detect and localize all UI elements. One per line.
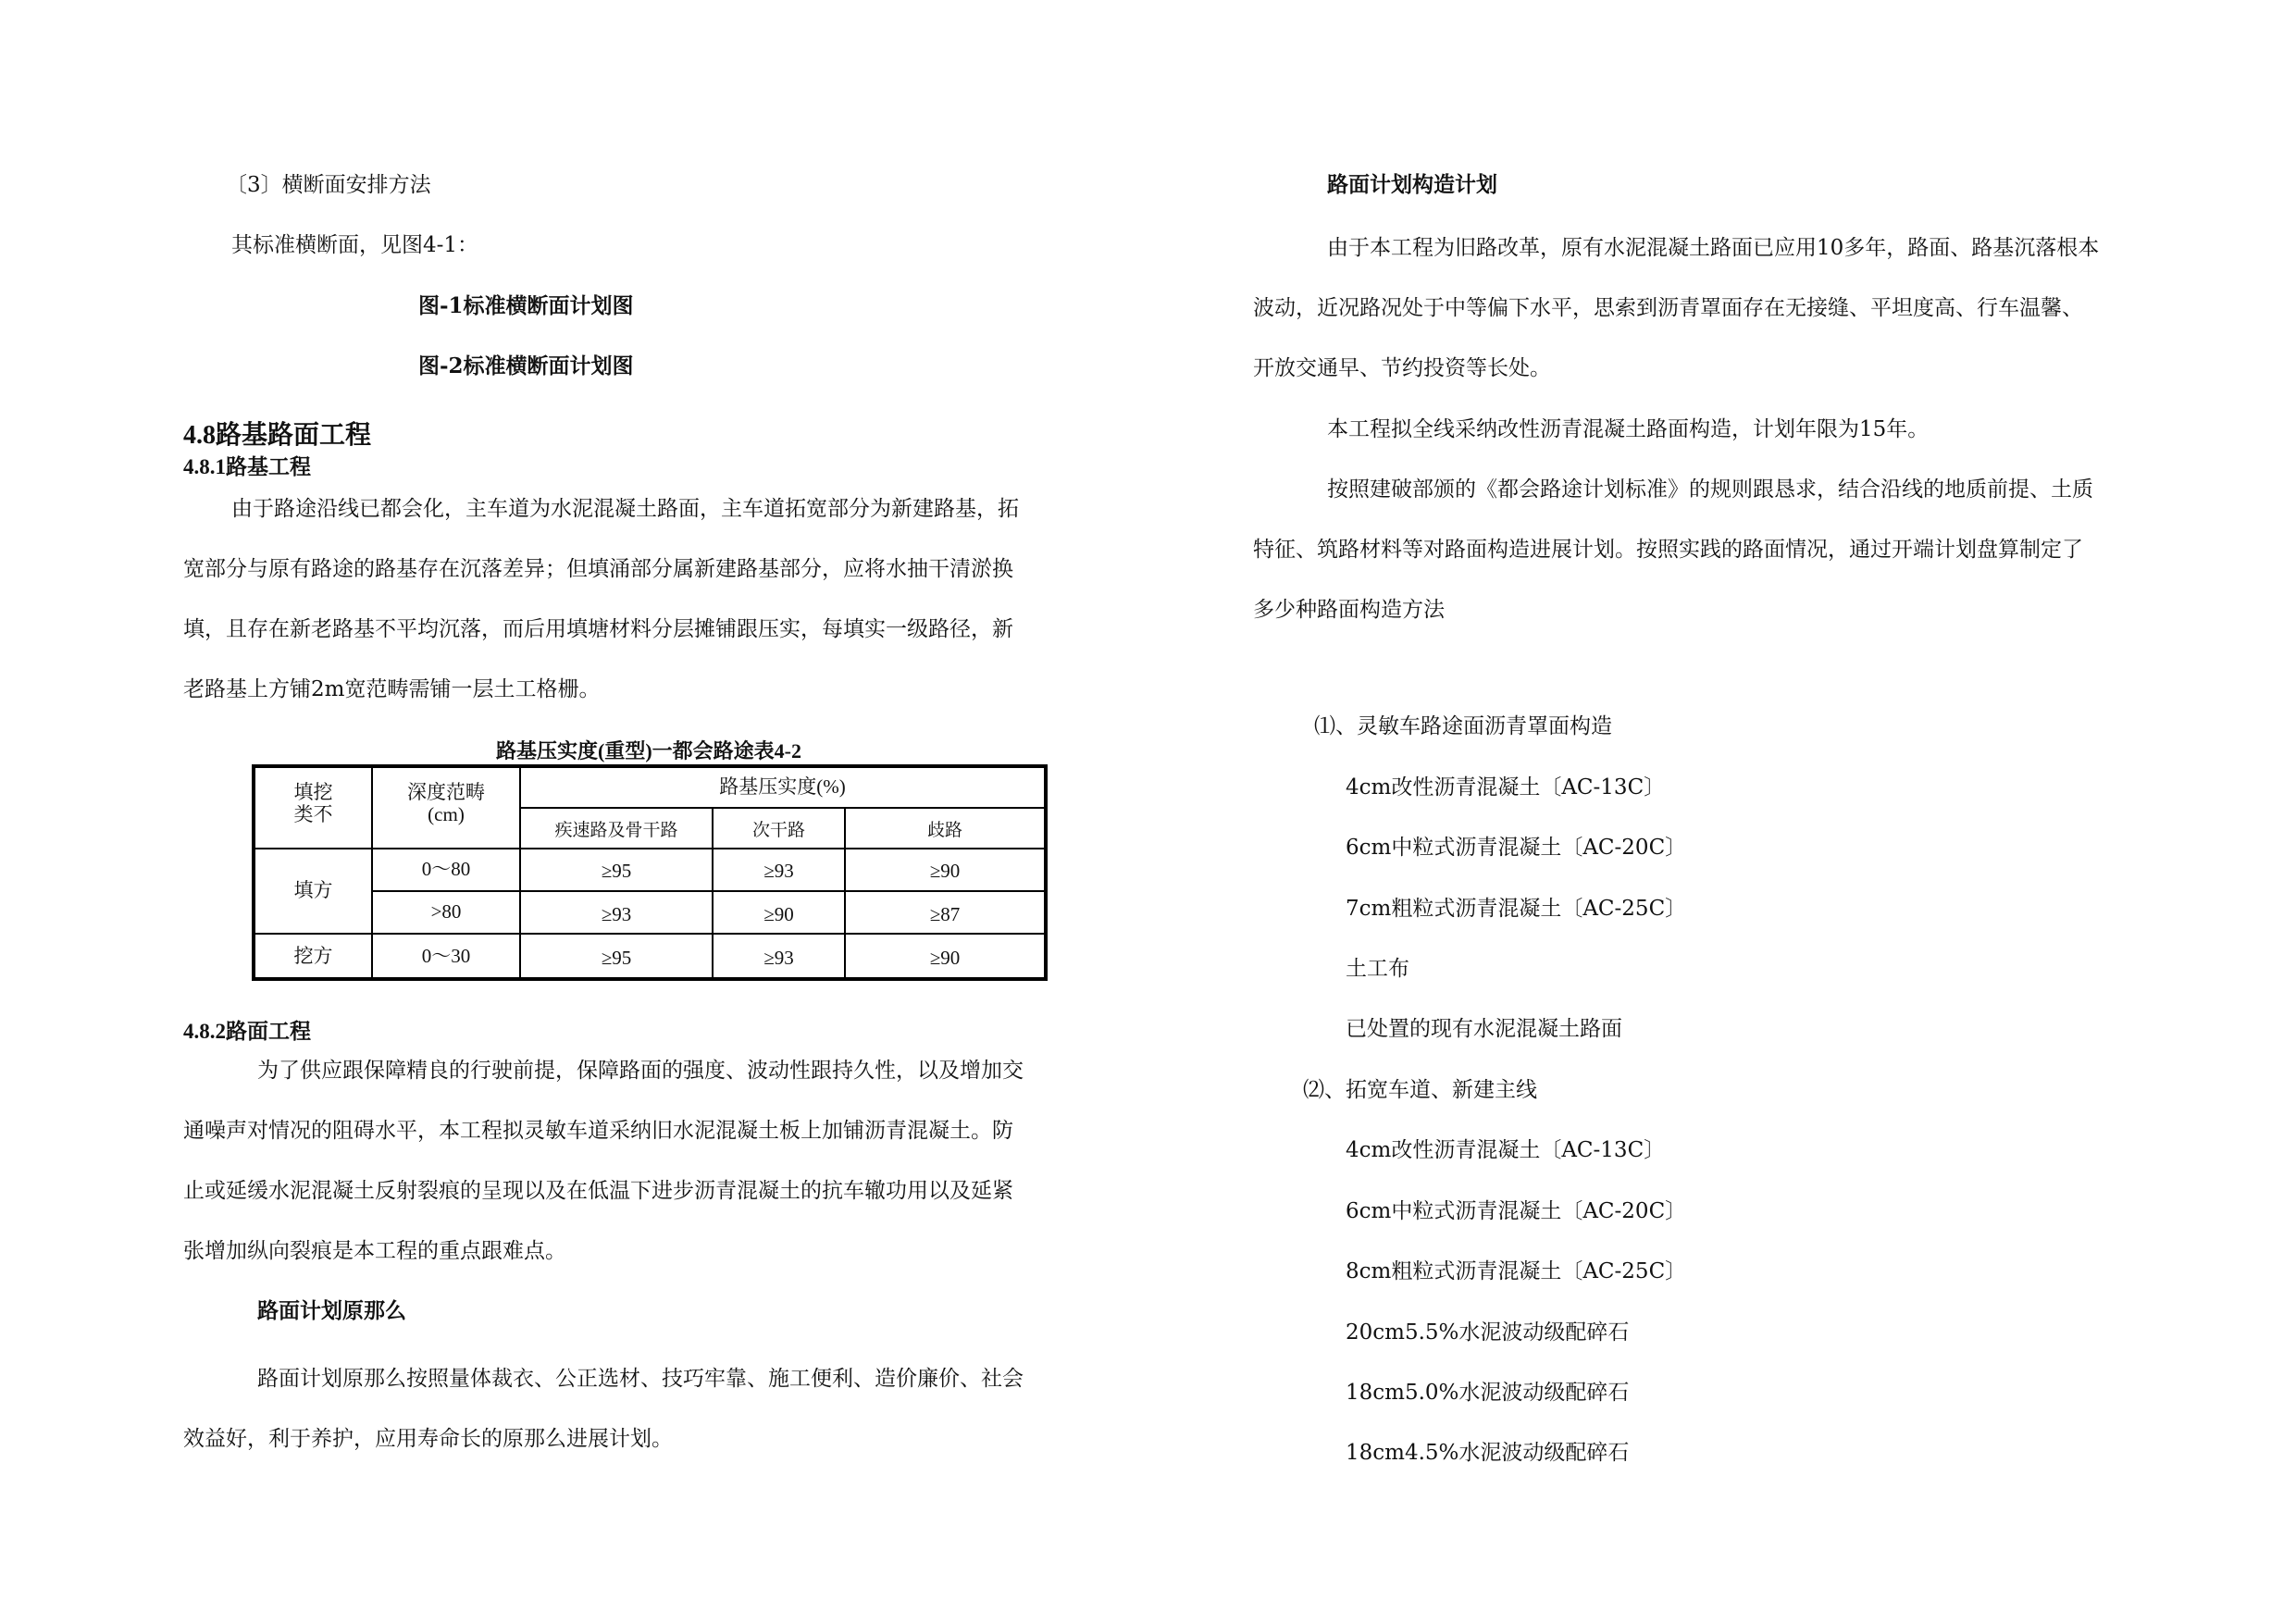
paragraph-line: 路面计划原那么按照量体裁衣、公正选材、技巧牢靠、施工便利、造价廉价、社会	[257, 1367, 1024, 1391]
pavement-design-title: 路面计划构造计划	[1327, 172, 1497, 197]
roadbed-paragraph	[183, 479, 1088, 720]
structure-2-layer: 4cm改性沥青混凝土〔AC-13C〕	[1346, 1138, 1666, 1162]
structure-1-layer: 4cm改性沥青混凝土〔AC-13C〕	[1346, 775, 1666, 800]
paragraph-line: 宽部分与原有路途的路基存在沉落差异；但填涌部分属新建路基部分，应将水抽干清淤换	[183, 557, 1013, 581]
paragraph-line: 通噪声对情况的阻碍水平，本工程拟灵敏车道采纳旧水泥混凝土板上加铺沥青混凝土。防	[183, 1119, 1013, 1143]
paragraph-line: 开放交通早、节约投资等长处。	[1253, 356, 1551, 380]
header-fill-type-line2: 类不	[293, 803, 333, 825]
paragraph-line: 止或延缓水泥混凝土反射裂痕的呈现以及在低温下进步沥青混凝土的抗车辙功用以及延紧	[183, 1179, 1013, 1203]
row1-val3: ≥90	[929, 860, 961, 882]
structure-2-title: ⑵、拓宽车道、新建主线	[1303, 1078, 1537, 1102]
paragraph-line: 填，且存在新老路基不平均沉落，而后用填塘材料分层摊铺跟压实，每填实一级路径，新	[183, 617, 1013, 641]
figure-caption-1: 图-1标准横断面计划图	[418, 293, 634, 318]
paragraph-line: 老路基上方铺2m宽范畴需铺一层土工格栅。	[183, 677, 601, 701]
header-fill-type-line1: 填挖	[293, 781, 333, 803]
compaction-table	[252, 764, 1048, 981]
row1-val2: ≥93	[763, 860, 794, 882]
paragraph-line: 效益好，利于养护，应用寿命长的原那么进展计划。	[183, 1427, 673, 1451]
design-basis-paragraph	[1253, 460, 2160, 640]
standard-cross-section-ref: 其标准横断面，见图4-1：	[231, 233, 479, 257]
row-type-cut: 挖方	[293, 945, 333, 967]
header-depth-line1: 深度范畴	[407, 781, 485, 803]
pavement-principle-title: 路面计划原那么	[257, 1298, 406, 1323]
paragraph-line: 波动，近况路况处于中等偏下水平，思索到沥青罩面存在无接缝、平坦度高、行车温馨、	[1253, 296, 2083, 320]
structure-1-layer: 6cm中粒式沥青混凝土〔AC-20C〕	[1346, 836, 1687, 860]
section-item-3: 〔3〕横断面安排方法	[226, 173, 431, 197]
paragraph-line: 特征、筑路材料等对路面构造进展计划。按照实践的路面情况，通过开端计划盘算制定了	[1253, 538, 2083, 562]
structure-2-layer: 8cm粗粒式沥青混凝土〔AC-25C〕	[1346, 1259, 1687, 1283]
table-caption: 路基压实度(重型)一都会路途表4-2	[496, 739, 801, 762]
header-depth-line2: (cm)	[428, 803, 465, 825]
structure-1-layer: 土工布	[1346, 957, 1409, 981]
paragraph-line: 多少种路面构造方法	[1253, 598, 1445, 622]
design-paragraph	[1253, 218, 2160, 399]
header-fill-type	[255, 781, 371, 825]
structure-1-layer: 7cm粗粒式沥青混凝土〔AC-25C〕	[1346, 897, 1687, 921]
structure-2-layer: 18cm4.5%水泥波动级配碎石	[1346, 1441, 1630, 1465]
structure-2-layer: 6cm中粒式沥青混凝土〔AC-20C〕	[1346, 1199, 1687, 1223]
paragraph-line: 由于路途沿线已都会化，主车道为水泥混凝土路面，主车道拓宽部分为新建路基，拓	[231, 497, 1019, 521]
pavement-paragraph	[183, 1041, 1088, 1282]
header-depth	[373, 781, 519, 825]
structure-1-title: ⑴、灵敏车路途面沥青罩面构造	[1314, 714, 1612, 738]
row3-val1: ≥95	[601, 947, 632, 969]
row3-depth: 0～30	[421, 945, 471, 967]
pavement-principle-paragraph	[183, 1349, 1088, 1469]
row3-val2: ≥93	[763, 947, 794, 969]
paragraph-line: 张增加纵向裂痕是本工程的重点跟难点。	[183, 1239, 566, 1263]
row-type-fill: 填方	[293, 879, 333, 901]
heading-4-8-1: 4.8.1路基工程	[183, 455, 311, 478]
row2-val3: ≥87	[929, 903, 961, 925]
paragraph-line: 由于本工程为旧路改革，原有水泥混凝土路面已应用10多年，路面、路基沉落根本	[1327, 236, 2100, 260]
figure-caption-2: 图-2标准横断面计划图	[418, 353, 634, 378]
row1-val1: ≥95	[601, 860, 632, 882]
row2-val2: ≥90	[763, 903, 794, 925]
row2-depth: >80	[430, 900, 462, 923]
structure-2-layer: 18cm5.0%水泥波动级配碎石	[1346, 1381, 1630, 1405]
structure-1-layer: 已处置的现有水泥混凝土路面	[1346, 1017, 1622, 1041]
paragraph-line: 为了供应跟保障精良的行驶前提，保障路面的强度、波动性跟持久性，以及增加交	[257, 1059, 1024, 1083]
row2-val1: ≥93	[601, 903, 632, 925]
paragraph-line: 按照建破部颁的《都会路途计划标准》的规则跟恳求，结合沿线的地质前提、土质	[1327, 477, 2093, 502]
header-branch-road: 歧路	[926, 821, 962, 840]
header-compaction: 路基压实度(%)	[719, 775, 846, 798]
heading-4-8-2: 4.8.2路面工程	[183, 1020, 311, 1043]
header-expressway: 疾速路及骨干路	[554, 821, 678, 840]
row1-depth: 0～80	[421, 858, 471, 880]
row3-val3: ≥90	[929, 947, 961, 969]
design-plan-line: 本工程拟全线采纳改性沥青混凝土路面构造，计划年限为15年。	[1327, 417, 1930, 441]
header-secondary-road: 次干路	[751, 821, 805, 840]
structure-2-layer: 20cm5.5%水泥波动级配碎石	[1346, 1320, 1630, 1345]
heading-4-8: 4.8路基路面工程	[183, 421, 372, 450]
